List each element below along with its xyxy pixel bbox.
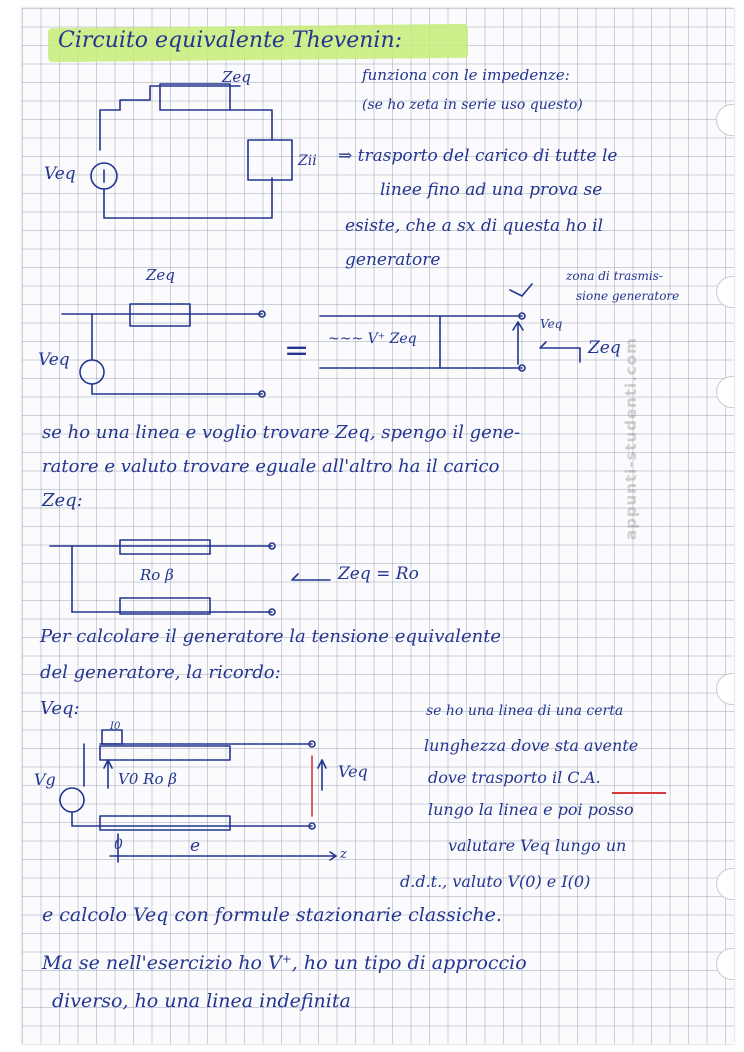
note-line: dove trasporto il C.A. [428,768,601,787]
diagram-3 [50,540,330,615]
voltage-source-4 [60,788,84,812]
label-zeq-right: Zeq [588,338,621,358]
underline-red [612,792,666,794]
arrow-note: zona di trasmis- [566,269,663,283]
label-veq-4: Veq [338,762,368,781]
label-l: e [190,836,201,856]
note-line: d.d.t., valuto V(0) e I(0) [400,872,591,891]
zeq-box-2 [130,304,190,326]
text-line: ratore e valuto trovare eguale all'altro ha il carico [42,456,500,477]
label-zeq-ro: Zeq = Ro [338,564,419,584]
text-line: Per calcolare il generatore la tensione equivalente [40,626,502,647]
label-veq-2: Veq [38,350,70,370]
zii-box [248,140,292,180]
label-zeq-1: Zeq [222,68,251,86]
note-line: lungo la linea e poi posso [428,800,634,819]
label-zero: 0 [114,837,123,853]
watermark: appunti-studenti.com [622,337,640,540]
arrow-note: sione generatore [576,289,680,303]
text-line: Ma se nell'esercizio ho V⁺, ho un tipo di approccio [42,952,527,974]
label-ro-beta: Ro β [140,566,174,584]
label-vg: Vg [34,770,56,789]
label-z: z [340,847,347,862]
label-veq-right: Veq [540,317,563,331]
label-v0-ro-beta: V0 Ro β [118,770,177,788]
label-vplus-zeq: ~~~ V⁺ Zeq [328,331,417,347]
arrow-annotation [510,284,532,296]
equals-sign: = [284,333,310,368]
note-line: ⇒ trasporto del carico di tutte le [338,146,618,166]
text-line: del generatore, la ricordo: [40,662,281,683]
note-line: se ho una linea di una certa [426,703,624,719]
label-zeq-2: Zeq [146,266,175,284]
label-i0: I0 [110,721,121,732]
note-line: funziona con le impedenze: [362,66,570,84]
note-line: valutare Veq lungo un [448,836,627,855]
zeq-box-1 [160,84,230,110]
diagram-2-left [62,304,265,397]
page-title: Circuito equivalente Thevenin: [58,28,403,53]
text-line: e calcolo Veq con formule stazionarie classiche. [42,904,502,926]
text-line: se ho una linea e voglio trovare Zeq, spengo il gene- [42,422,521,443]
note-line: generatore [345,250,441,270]
label-zii: Zii [298,153,317,169]
text-line: diverso, ho una linea indefinita [52,990,351,1012]
text-line: Zeq: [42,490,83,511]
diagram-1 [91,84,292,218]
note-line: lunghezza dove sta avente [424,736,639,755]
note-line: (se ho zeta in serie uso questo) [362,97,583,113]
note-line: esiste, che a sx di questa ho il [345,216,604,236]
note-line: linee fino ad una prova se [380,180,603,200]
text-line: Veq: [40,698,80,719]
label-veq-1: Veq [44,164,76,184]
voltage-source-2 [80,360,104,384]
